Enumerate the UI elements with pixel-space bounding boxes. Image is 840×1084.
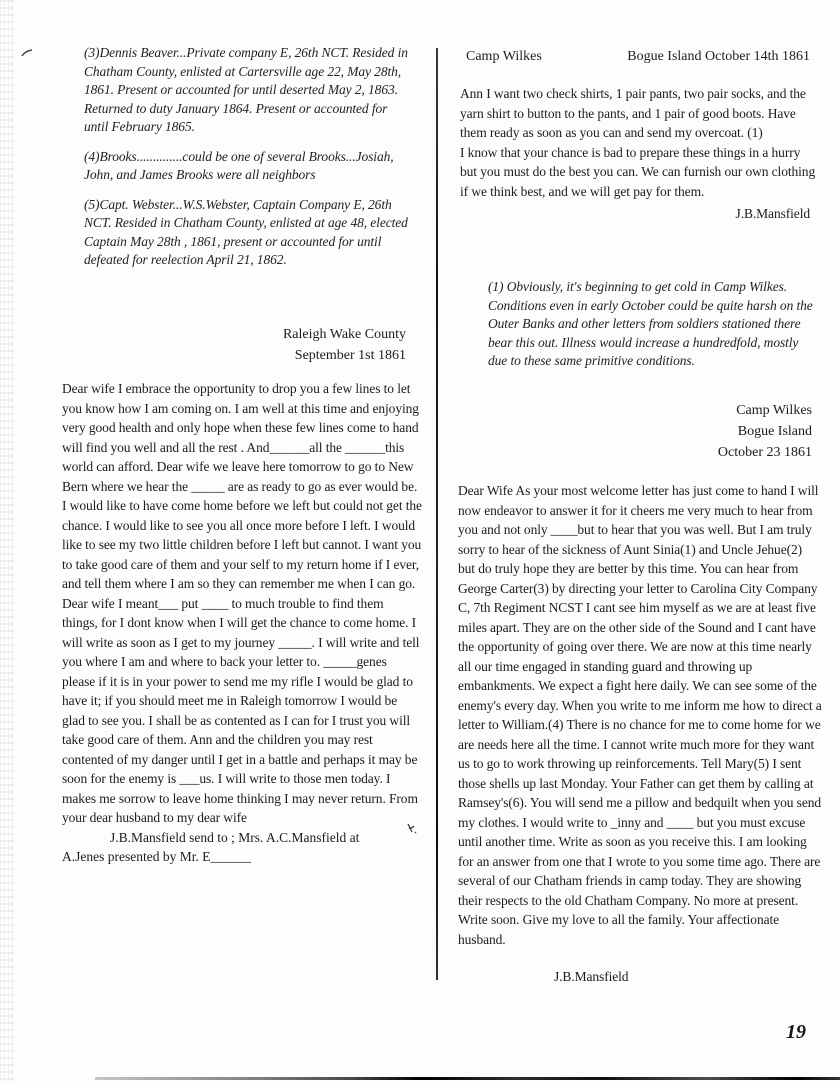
letter-bogue-oct14 [460, 46, 820, 224]
letter-paragraph-1: Ann I want two check shirts, 1 pair pants, two pair socks, and the yarn shirt to button to the pants, and 1 pair of good boots. Have them ready as soon as you can and send my overcoat. (1) [460, 86, 806, 140]
dateline-date: October 23 1861 [717, 445, 812, 460]
column-divider-rule [436, 48, 438, 980]
signature: J.B.Mansfield [735, 206, 810, 221]
camp-name: Camp Wilkes [466, 49, 542, 64]
dateline-camp: Camp Wilkes [736, 403, 812, 418]
scan-bottom-edge [95, 1077, 840, 1080]
handwritten-margin-mark [406, 822, 418, 840]
pen-mark-icon [20, 45, 36, 63]
signature-line-2: A.Jenes presented by Mr. E______ [62, 849, 251, 864]
footnote-5: (5)Capt. Webster...W.S.Webster, Captain Company E, 26th NCT. Resided in Chatham County, enlisted at age 48, elected Captain May 28th , 1861, present or accounted for until defeated for reelection April 21, 1862. [84, 196, 408, 267]
letter-body: Dear wife I embrace the opportunity to drop you a few lines to let you know how I am coming on. I am well at this time and enjoying very good health and only hope when these few lines come to hand will find you well and all the rest . And______all the ______this world can afford. Dear wife we leave here tomorrow to go to New Bern where we hear the _____ are as ready to go as ever would be. I would like to have come home before we left but could not get the chance. I would like to see you all once more before I left. I would like to see my two little children before I left but cannot. I want you to take good care of them and your self to my return home if I ever, and tell them where I am so they can remember me when I can go. Dear wife I meant___ put ____ to much trouble to find them things, for I dont know when I will get the chance to come home. I will write as soon as I get to my journey _____. I will write and tell you where I am and where to back your letter to. _____genes please if it is in your power to send me my rifle I would be glad to have it; if you should meet me in Raleigh tomorrow I would be glad to see you. I shall be as contented as I can for I trust you will take good care of them. Ann and the children you may rest contented of my danger until I get in a battle and perhaps it may be soon for the enemy is ___us. I will write to those men today. I makes me sorrow to leave home thinking I may never return. From your dear husband to my dear wife [62, 381, 422, 825]
letter-bogue-oct23 [458, 400, 822, 987]
letter-body: Dear Wife As your most welcome letter has just come to hand I will now endeavor to answer it for it cheers me very much to hear from you and not only ____but to hear that you was well. But I am truly sorry to hear of the sickness of Aunt Sinia(1) and Uncle Jehue(2) but do truly hope they are better by this time. You can hear from George Carter(3) by directing your letter to Carolina City Company C, 7th Regiment NCST I cant see him myself as we are at least five miles apart. They are on the other side of the Sound and I cant have the opportunity of going over there. We are now at this time nearly all our time engaged in standing guard and throwing up embankments. We expect a fight here daily. We can see some of the enemy's every day. When you write to me inform me how to direct a letter to William.(4) There is no chance for me to come home for we are needs here all the time. I cannot write much more for they want us to go to work throwing up reinforcements. Tell Mary(5) I sent those shells up last Monday. Your Father can get them by calling at Ramsey's(6). You will send me a pillow and bedquilt when you send my clothes. I would write to _inny and ____ but you must excuse until another time. Write as soon as you receive this. I am looking for an answer from one that I wrote to you some time ago. There are several of our Chatham friends in camp today. They are showing their respects to the old Chatham Company. No more at present. Write soon. Give my love to all the family. Your affectionate husband. [458, 483, 822, 947]
signature: J.B.Mansfield [554, 969, 629, 984]
right-column-footnote [488, 278, 818, 382]
footnote-4: (4)Brooks..............could be one of several Brooks...Josiah, John, and James Brooks were all neighbors [84, 148, 394, 182]
letter-paragraph-2: I know that your chance is bad to prepare these things in a hurry but you must do the best you can. We can furnish our own clothing if we think best, and we will get pay for them. [460, 144, 816, 199]
page-number: 19 [786, 1021, 806, 1043]
dateline-location: Bogue Island [737, 424, 812, 439]
scan-edge-noise [0, 0, 14, 1084]
letter-header [460, 46, 820, 67]
footnote-1: (1) Obviously, it's beginning to get cold in Camp Wilkes. Conditions even in early October could be quite harsh on the Outer Banks and other letters from soldiers stationed there bear this out. Illness would increase a hundredfold, mostly due to these same primitive conditions. [488, 279, 813, 368]
footnote-3: (3)Dennis Beaver...Private company E, 26th NCT. Resided in Chatham County, enlisted at Cartersville age 22, May 28th, 1861. Present or accounted for until deserted May 2, 1863. Returned to duty January 1864. Present or accounted for until February 1865. [84, 45, 408, 134]
letter-raleigh-sept1 [62, 324, 422, 867]
dateline-location: Raleigh Wake County [282, 327, 406, 342]
left-column-footnotes [84, 44, 414, 281]
signature-line-1: J.B.Mansfield send to ; Mrs. A.C.Mansfield at [110, 829, 360, 845]
dateline-date: Bogue Island October 14th 1861 [627, 49, 810, 64]
dateline-date: September 1st 1861 [294, 348, 406, 363]
